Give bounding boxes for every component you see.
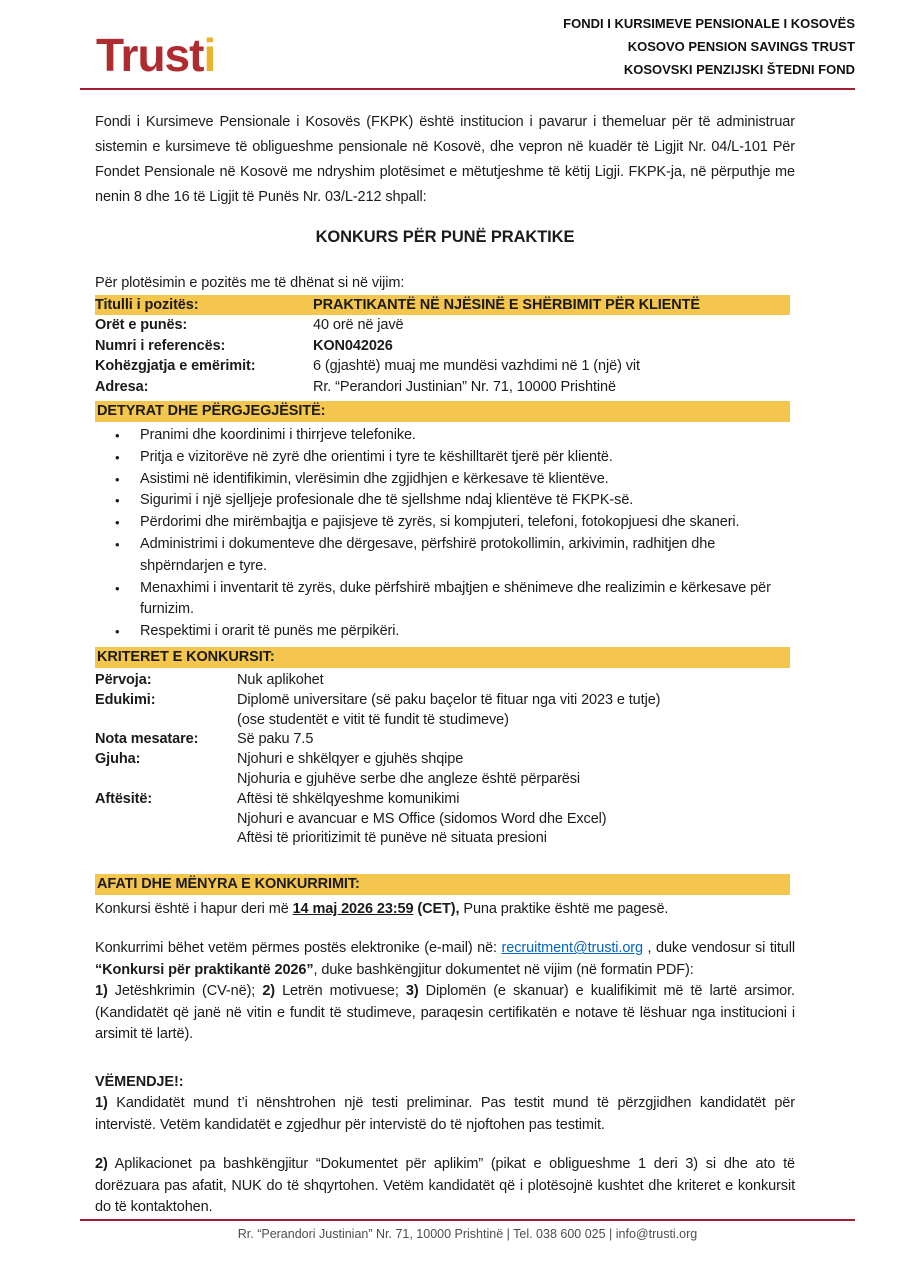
deadline-date: 14 maj 2026 23:59	[292, 901, 414, 918]
list-item-text: Pritja e vizitorëve në zyrë dhe orientimi i tyre te këshilltarët tjerë për klientë.	[140, 448, 613, 465]
row-value: 40 orë në javë	[313, 317, 404, 333]
section-heading-criteria: KRITERET E KONKURSIT:	[95, 647, 790, 668]
bullet-icon: •	[115, 624, 120, 640]
list-item	[95, 469, 795, 491]
row-value: Aftësi të shkëlqyeshme komunikimi	[237, 790, 460, 807]
position-intro-line: Për plotësimin e pozitës me të dhënat si në vijim:	[95, 274, 405, 291]
table-row	[95, 377, 790, 398]
row-label: Aftësitë:	[95, 790, 153, 807]
row-label: Kohëzgjatja e emërimit:	[95, 358, 256, 374]
table-row	[95, 730, 795, 750]
document-header	[80, 12, 855, 90]
table-row	[95, 671, 795, 691]
doc-1-number: 1)	[95, 983, 108, 1000]
position-table	[95, 295, 790, 398]
logo-text-accent: i	[203, 29, 216, 81]
doc-3-text: Diplomën (e skanuar) e kualifikimit më të lartë arsimor. (Kandidatët që janë në vitin e fundit të studimeve, paraqesin certifikatën e notave të lëshuar nga institucioni i arsimit të lartë).	[95, 983, 795, 1043]
documents-paragraph	[95, 981, 795, 1046]
bullet-icon: •	[115, 580, 120, 596]
row-value: 6 (gjashtë) muaj me mundësi vazhdimi në 1 (një) vit	[313, 358, 640, 374]
row-value: Njohuri e avancuar e MS Office (sidomos Word dhe Excel)	[237, 810, 607, 827]
list-item-text: Respektimi i orarit të punës me përpikëri.	[140, 623, 400, 640]
row-label: Adresa:	[95, 378, 149, 395]
list-item	[95, 621, 795, 643]
note-1-text: Kandidatët mund t’i nënshtrohen një testi preliminar. Pas testit mund të përzgjidhen kandidatët për intervistë. Vetëm kandidatët e zgjedhur për intervistë do të njoftohen pas testimit.	[95, 1095, 795, 1133]
list-item-text: Asistimi në identifikimin, vlerësimin dhe zgjidhjen e kërkesave të klientëve.	[140, 470, 609, 487]
row-value: Diplomë universitare (së paku baçelor të fituar nga viti 2023 e tutje)	[237, 691, 661, 708]
trusti-logo	[80, 29, 215, 81]
note-1-number: 1)	[95, 1095, 108, 1112]
intro-paragraph: Fondi i Kursimeve Pensionale i Kosovës (FKPK) është institucion i pavarur i themeluar për të administruar sistemin e kursimeve të obligueshme pensionale në Kosovë, dhe vepron në kuadër të Ligjit Nr. 04/L-101 Për Fondet Pensionale në Kosovë me ndryshim plotësimet e mëtutjeshme të këtij Ligji. FKPK-ja, në përputhje me nenin 8 dhe 16 të Ligjit të Punës Nr. 03/L-212 shpall:	[95, 114, 795, 205]
row-value: (ose studentët e vitit të fundit të studimeve)	[237, 711, 509, 728]
list-item	[95, 490, 795, 512]
logo-text-main: Trust	[96, 29, 204, 81]
list-item	[95, 534, 795, 578]
row-label: Gjuha:	[95, 751, 141, 768]
deadline-suffix: Puna praktike është me pagesë.	[459, 901, 669, 918]
row-value: Aftësi të prioritizimit të punëve në situata presioni	[237, 830, 547, 847]
row-label: Nota mesatare:	[95, 731, 199, 748]
duties-list	[95, 425, 795, 643]
list-item-text: Administrimi i dokumenteve dhe dërgesave, përfshirë protokollimin, arkivimin, radhitjen dhe shpërndarjen e tyre.	[140, 535, 716, 574]
row-label: Titulli i pozitës:	[95, 296, 199, 313]
row-label: Numri i referencës:	[95, 337, 226, 354]
page-title: KONKURS PËR PUNË PRAKTIKE	[315, 228, 575, 246]
list-item	[95, 447, 795, 469]
doc-1-text: Jetëshkrimin (CV-në);	[107, 983, 263, 1000]
application-mid: , duke vendosur si titull	[642, 940, 796, 957]
table-row	[95, 336, 790, 357]
deadline-timezone: (CET),	[413, 901, 460, 918]
recruitment-email-link[interactable]: recruitment@trusti.org	[501, 940, 643, 957]
row-label: Orët e punës:	[95, 317, 188, 333]
table-row	[95, 315, 790, 336]
bullet-icon: •	[115, 471, 120, 487]
note-2-number: 2)	[95, 1156, 108, 1173]
table-row	[95, 295, 790, 316]
application-subject: “Konkursi për praktikantë 2026”	[95, 961, 314, 978]
row-label: Edukimi:	[95, 691, 156, 708]
row-value: Nuk aplikohet	[237, 671, 324, 688]
organization-names	[563, 12, 855, 81]
list-item	[95, 512, 795, 534]
application-suffix: , duke bashkëngjitur dokumentet në vijim (në formatin PDF):	[313, 961, 694, 978]
bullet-icon: •	[115, 536, 120, 552]
bullet-icon: •	[115, 428, 120, 443]
org-name-english: KOSOVO PENSION SAVINGS TRUST	[627, 39, 855, 54]
doc-3-number: 3)	[405, 983, 419, 1000]
org-name-serbian: KOSOVSKI PENZIJSKI ŠTEDNI FOND	[623, 62, 855, 77]
section-heading-duties: DETYRAT DHE PËRGJEGJËSITË:	[95, 401, 790, 422]
document-footer	[80, 1219, 855, 1246]
application-prefix: Konkurrimi bëhet vetëm përmes postës elektronike (e-mail) në:	[95, 940, 502, 957]
list-item-text: Pranimi dhe koordinimi i thirrjeve telefonike.	[140, 427, 416, 443]
row-value: Së paku 7.5	[237, 731, 314, 748]
bullet-icon: •	[115, 493, 120, 509]
attention-note-2	[95, 1154, 795, 1219]
row-value: KON042026	[313, 337, 393, 354]
section-heading-deadline: AFATI DHE MËNYRA E KONKURRIMIT:	[95, 874, 790, 895]
table-row	[95, 790, 795, 849]
criteria-table	[95, 671, 795, 849]
footer-contact-line: Rr. “Perandori Justinian” Nr. 71, 10000 Prishtinë | Tel. 038 600 025 | info@trusti.org	[237, 1226, 698, 1241]
table-row	[95, 750, 795, 790]
row-value: Njohuri e shkëlqyer e gjuhës shqipe	[237, 751, 464, 768]
doc-2-text: Letrën motivuese;	[275, 983, 406, 1000]
row-value: Njohuria e gjuhëve serbe dhe angleze është përparësi	[237, 770, 581, 787]
row-value: Rr. “Perandori Justinian” Nr. 71, 10000 Prishtinë	[313, 378, 616, 395]
doc-2-number: 2)	[262, 983, 276, 1000]
bullet-icon: •	[115, 449, 120, 465]
org-name-albanian: FONDI I KURSIMEVE PENSIONALE I KOSOVËS	[563, 16, 855, 31]
table-row	[95, 691, 795, 731]
note-2-text: Aplikacionet pa bashkëngjitur “Dokumentet për aplikim” (pikat e obligueshme 1 deri 3) si dhe ato të dorëzuara pas afatit, NUK do të shqyrtohen. Vetëm kandidatët që i plotësojnë kushtet dhe kriteret e konkursit do të kontaktohen.	[95, 1156, 795, 1216]
row-label: Përvoja:	[95, 671, 152, 688]
deadline-prefix: Konkursi është i hapur deri më	[95, 901, 293, 918]
list-item	[95, 425, 795, 447]
list-item	[95, 578, 795, 622]
deadline-line	[95, 899, 795, 920]
table-row	[95, 356, 790, 377]
application-paragraph	[95, 938, 795, 981]
list-item-text: Përdorimi dhe mirëmbajtja e pajisjeve të zyrës, si kompjuteri, telefoni, fotokopjuesi dhe skaneri.	[140, 514, 740, 531]
bullet-icon: •	[115, 515, 120, 531]
attention-heading: VËMENDJE!:	[95, 1073, 184, 1090]
attention-note-1	[95, 1093, 795, 1136]
row-value: PRAKTIKANTË NË NJËSINË E SHËRBIMIT PËR KLIENTË	[313, 296, 700, 313]
document-body	[95, 90, 795, 1219]
list-item-text: Sigurimi i një sjelljeje profesionale dhe të sjellshme ndaj klientëve të FKPK-së.	[140, 492, 634, 509]
list-item-text: Menaxhimi i inventarit të zyrës, duke përfshirë mbajtjen e shënimeve dhe realizimin e kërkesave për furnizim.	[140, 579, 771, 618]
